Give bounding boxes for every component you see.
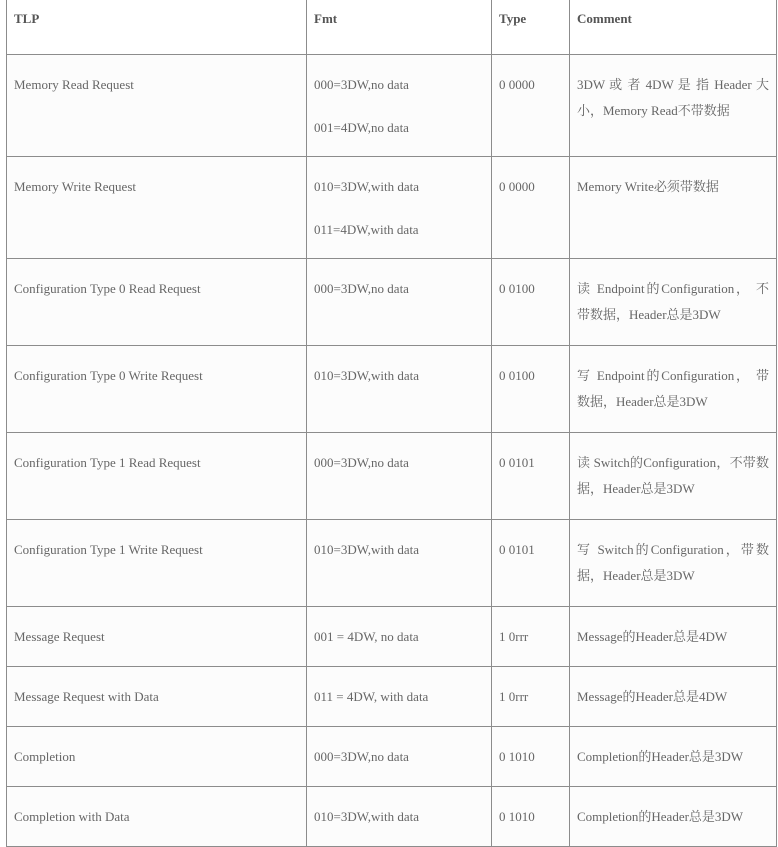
cell-fmt <box>307 667 492 727</box>
cell-comment: Message的Header总是4DW <box>570 667 777 727</box>
header-fmt: Fmt <box>307 0 492 55</box>
cell-type: 1 0rrr <box>492 607 570 667</box>
fmt-line: 000=3DW,no data <box>314 281 409 296</box>
cell-comment: Completion的Header总是3DW <box>570 727 777 787</box>
cell-type: 0 1010 <box>492 727 570 787</box>
cell-comment: 读 Switch的Configuration，不带数据，Header总是3DW <box>570 433 777 520</box>
fmt-line: 000=3DW,no data <box>314 77 409 92</box>
table-row <box>7 520 777 607</box>
cell-fmt <box>307 520 492 607</box>
cell-tlp: Configuration Type 1 Write Request <box>7 520 307 607</box>
cell-comment: 3DW 或 者 4DW 是 指 Header 大小，Memory Read不带数据 <box>570 55 777 157</box>
cell-fmt <box>307 787 492 847</box>
cell-comment: Completion的Header总是3DW <box>570 787 777 847</box>
cell-fmt <box>307 157 492 259</box>
cell-comment: 写 Endpoint的Configuration， 带数据，Header总是3DW <box>570 346 777 433</box>
header-row <box>7 0 777 55</box>
cell-type: 0 1010 <box>492 787 570 847</box>
header-type: Type <box>492 0 570 55</box>
cell-type: 0 0101 <box>492 433 570 520</box>
cell-tlp: Memory Write Request <box>7 157 307 259</box>
header-tlp: TLP <box>7 0 307 55</box>
cell-tlp: Message Request <box>7 607 307 667</box>
cell-tlp: Completion <box>7 727 307 787</box>
header-comment: Comment <box>570 0 777 55</box>
cell-fmt <box>307 433 492 520</box>
cell-comment: Message的Header总是4DW <box>570 607 777 667</box>
cell-type: 0 0100 <box>492 346 570 433</box>
table-row <box>7 607 777 667</box>
fmt-line: 011 = 4DW, with data <box>314 689 429 704</box>
table-row <box>7 433 777 520</box>
cell-tlp: Configuration Type 0 Write Request <box>7 346 307 433</box>
cell-comment: 写 Switch的Configuration，带数据，Header总是3DW <box>570 520 777 607</box>
cell-tlp: Memory Read Request <box>7 55 307 157</box>
cell-comment: 读 Endpoint的Configuration， 不带数据，Header总是3DW <box>570 259 777 346</box>
cell-fmt <box>307 607 492 667</box>
table-row <box>7 157 777 259</box>
cell-tlp: Configuration Type 0 Read Request <box>7 259 307 346</box>
fmt-line: 001 = 4DW, no data <box>314 629 419 644</box>
cell-type: 0 0101 <box>492 520 570 607</box>
cell-tlp: Message Request with Data <box>7 667 307 727</box>
cell-type: 0 0100 <box>492 259 570 346</box>
fmt-line: 000=3DW,no data <box>314 749 409 764</box>
table-row <box>7 259 777 346</box>
fmt-line: 010=3DW,with data <box>314 542 420 557</box>
cell-tlp: Completion with Data <box>7 787 307 847</box>
fmt-line: 011=4DW,with data <box>314 222 419 237</box>
fmt-line: 010=3DW,with data <box>314 809 420 824</box>
fmt-line: 010=3DW,with data <box>314 179 420 194</box>
cell-type: 1 0rrr <box>492 667 570 727</box>
cell-type: 0 0000 <box>492 55 570 157</box>
table-row <box>7 667 777 727</box>
table-row <box>7 727 777 787</box>
fmt-line: 010=3DW,with data <box>314 368 420 383</box>
table-row <box>7 346 777 433</box>
tlp-table <box>6 0 777 847</box>
cell-fmt <box>307 346 492 433</box>
table-row <box>7 55 777 157</box>
cell-tlp: Configuration Type 1 Read Request <box>7 433 307 520</box>
table-row <box>7 787 777 847</box>
cell-fmt <box>307 727 492 787</box>
cell-type: 0 0000 <box>492 157 570 259</box>
fmt-line: 001=4DW,no data <box>314 120 409 135</box>
cell-fmt <box>307 259 492 346</box>
cell-fmt <box>307 55 492 157</box>
fmt-line: 000=3DW,no data <box>314 455 409 470</box>
cell-comment: Memory Write必须带数据 <box>570 157 777 259</box>
